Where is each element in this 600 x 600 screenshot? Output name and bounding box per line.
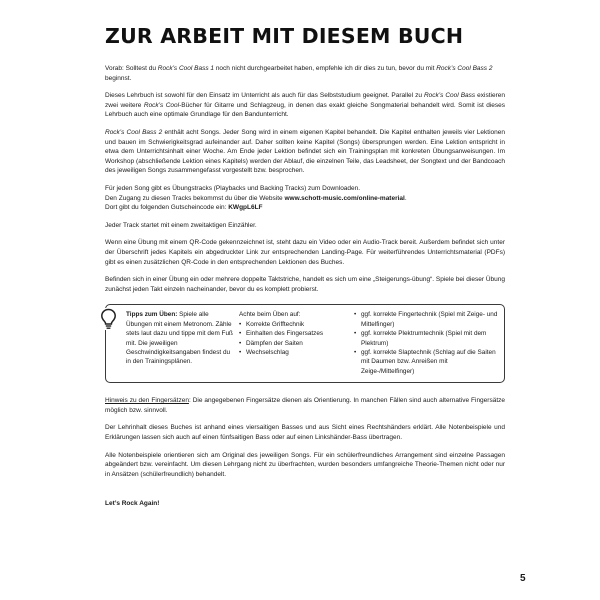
list-item: • Dämpfen der Saiten bbox=[239, 339, 348, 348]
voucher-code: KWgpL6LF bbox=[228, 204, 263, 212]
closing-text: Let’s Rock Again! bbox=[105, 500, 160, 508]
intro-book2: Rock’s Cool Bass 2 bbox=[436, 65, 493, 72]
tips-metronome-text: Spiele alle Übungen mit einem Metronom. Zähle stets laut dazu und tippe mit dem Fuß mit. Die jeweiligen Geschwindigkeitsangaben findest du in den Trainingsplänen. bbox=[126, 311, 233, 366]
lehrbuch-paragraph bbox=[105, 91, 505, 120]
page-number: 5 bbox=[520, 573, 526, 584]
steigerung-paragraph: Befinden sich in einer Übung ein oder mehrere doppelte Taktstriche, handelt es sich um eine „Steigerungs-übung“. Spiele bei dieser Übung zunächst jeden Takt einzeln nacheinander, bevor du es komplett probierst. bbox=[105, 276, 505, 293]
technique-list bbox=[354, 310, 498, 376]
checklist bbox=[239, 320, 348, 358]
download-url-link[interactable]: www.schott-music.com/online-material bbox=[284, 194, 405, 202]
tips-column-metronome bbox=[126, 310, 233, 376]
qr-paragraph: Wenn eine Übung mit einem QR-Code gekennzeichnet ist, steht dazu ein Video oder ein Audio-Track bereit. Außerdem befindet sich unter der Überschrift jedes Kapitels ein abgedruckter Link zur entsprechenden Landing-Page. Für weiterführendes Unterrichtsmaterial (PDFs) gibt es einen zusätzlichen QR-Code in den entsprechenden Lektionen des Buches. bbox=[105, 239, 505, 266]
intro-paragraph bbox=[105, 64, 505, 83]
checklist-heading: Achte beim Üben auf: bbox=[239, 311, 301, 319]
list-item: • ggf. korrekte Plektrumtechnik (Spiel mit dem Plektrum) bbox=[354, 329, 498, 348]
list-item: • ggf. korrekte Slaptechnik (Schlag auf die Saiten mit Daumen bzw. Anreißen mit Zeige-/Mittelfinger) bbox=[354, 348, 498, 376]
noten-paragraph: Alle Notenbeispiele orientieren sich am Original des jeweiligen Songs. Für ein schülerfreundliches Arrangement sind einzelne Passagen abgeändert bzw. vereinfacht. Um diesen Lehrgang nicht zu überfrachten, wurden besonders umfangreiche Theorie-Themen nicht oder nur in Ansätzen (schülerfreundlich) behandelt. bbox=[105, 451, 505, 478]
count-in-paragraph: Jeder Track startet mit einem zweitaktigen Einzähler. bbox=[105, 221, 257, 229]
closing-line bbox=[105, 499, 505, 509]
songs-text: enthält acht Songs. Jeder Song wird in einem eigenen Kapitel behandelt. Die Kapitel enthalten jeweils vier Lektionen und bauen im Schwierigkeitsgrad aufeinander auf. Daher sollten keine Kapitel (Songs) übersprungen werden. Eine Lektion entspricht in etwa dem Unterrichtsinhalt einer Woche. Am Ende jeder Lektion befindet sich ein Trainingsplan mit konkreten Übungsanweisungen. Im Workshop (abschließende Lektion eines Kapitels) werden der Ablauf, die einzelnen Teile, das Leadsheet, der Songtext und der Bandcoach des jeweiligen Songs zusammengefasst vorgestellt bzw. besprochen. bbox=[105, 128, 505, 175]
lehrbuch-text-a: Dieses Lehrbuch ist sowohl für den Einsatz im Unterricht als auch für das Selbststudium geeignet. Parallel zu bbox=[105, 92, 424, 100]
intro-text-a: Vorab: Solltest du bbox=[105, 65, 158, 72]
tips-column-checklist bbox=[239, 310, 348, 376]
lehrbuch-book: Rock’s Cool Bass bbox=[423, 92, 476, 100]
intro-book1: Rock’s Cool Bass 1 bbox=[157, 65, 215, 72]
tips-column-techniques bbox=[354, 310, 498, 376]
fingersatz-text: : Die angegebenen Fingersätze dienen als Orientierung. In manchen Fällen sind auch alternative Fingersätze möglich bzw. sinnvoll. bbox=[105, 397, 505, 414]
page-content bbox=[105, 24, 505, 517]
tracks-text-a: Für jeden Song gibt es Übungstracks (Playbacks und Backing Tracks) zum Downloaden. bbox=[105, 184, 361, 192]
list-item: • Korrekte Grifftechnik bbox=[239, 320, 348, 329]
lightbulb-icon bbox=[100, 308, 117, 330]
tracks-text-b: Den Zugang zu diesen Tracks bekommst du über die Website bbox=[105, 194, 285, 202]
lehrbuch-text-e: -Bücher für Gitarre und Schlagzeug, in denen das exakt gleiche Songmaterial behandelt wird. Somit ist dieses Lehrbuch auch eine optimale Grundlage für den Bandunterricht. bbox=[105, 101, 505, 119]
tracks-text-d: Dort gibt du folgenden Gutscheincode ein: bbox=[105, 204, 229, 212]
list-item: • Wechselschlag bbox=[239, 348, 348, 357]
fingersatz-heading: Hinweis zu den Fingersätzen bbox=[105, 397, 189, 405]
practice-tips-box bbox=[105, 304, 505, 383]
fingersatz-paragraph bbox=[105, 396, 505, 415]
lehrbuch-series: Rock’s Cool bbox=[143, 101, 180, 109]
tips-heading: Tipps zum Üben: bbox=[126, 311, 178, 319]
list-item: • Einhalten des Fingersatzes bbox=[239, 329, 348, 338]
lehrinhalt-paragraph: Der Lehrinhalt dieses Buches ist anhand eines viersaitigen Basses und aus Sicht eines Rechtshänders erklärt. Alle Notenbeispiele und Erklärungen lassen sich auch auf einen fünfsaitigen Bass oder auf einen Linkshänder-Bass übertragen. bbox=[105, 424, 505, 441]
songs-book: Rock’s Cool Bass 2 bbox=[105, 128, 163, 136]
tracks-text-c: . bbox=[404, 194, 407, 202]
lehrbuch-text-c: existieren zwei weitere bbox=[105, 92, 505, 109]
intro-text-c: noch nicht durchgearbeitet haben, empfehle ich dir dies zu tun, bevor du mit bbox=[214, 65, 437, 72]
tracks-paragraph bbox=[105, 184, 505, 213]
intro-text-e: beginnst. bbox=[105, 74, 132, 82]
list-item: • ggf. korrekte Fingertechnik (Spiel mit Zeige- und Mittelfinger) bbox=[354, 310, 498, 329]
page-title: ZUR ARBEIT MIT DIESEM BUCH bbox=[105, 24, 464, 48]
songs-paragraph bbox=[105, 128, 505, 176]
